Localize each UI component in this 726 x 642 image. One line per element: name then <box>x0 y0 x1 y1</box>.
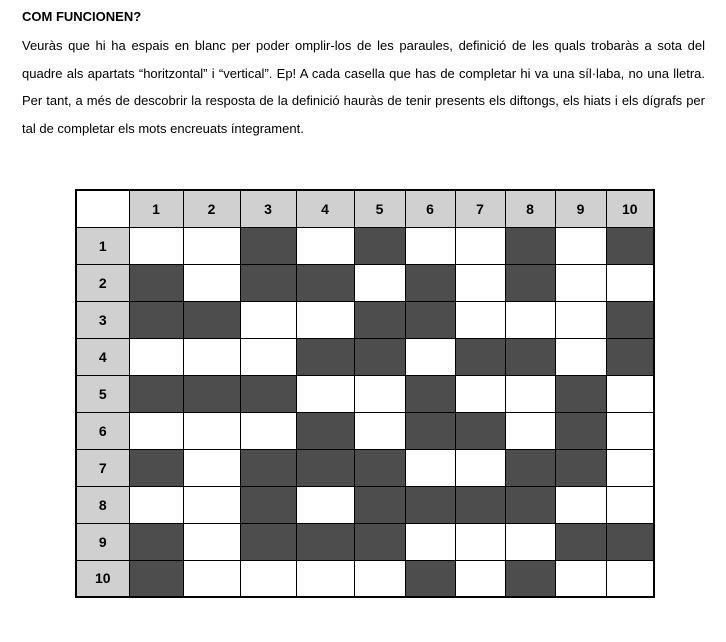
crossword-row <box>76 375 654 412</box>
answer-cell[interactable] <box>505 412 555 449</box>
column-label: 1 <box>129 190 183 227</box>
blocked-cell <box>405 264 455 301</box>
blocked-cell <box>606 227 654 264</box>
answer-cell[interactable] <box>354 264 405 301</box>
blocked-cell <box>354 523 405 560</box>
blocked-cell <box>505 264 555 301</box>
blocked-cell <box>505 227 555 264</box>
answer-cell[interactable] <box>606 412 654 449</box>
answer-cell[interactable] <box>505 375 555 412</box>
blocked-cell <box>405 375 455 412</box>
answer-cell[interactable] <box>183 560 240 597</box>
answer-cell[interactable] <box>455 375 505 412</box>
answer-cell[interactable] <box>240 412 296 449</box>
answer-cell[interactable] <box>183 412 240 449</box>
column-label: 4 <box>296 190 354 227</box>
answer-cell[interactable] <box>354 560 405 597</box>
row-label: 2 <box>76 264 129 301</box>
blocked-cell <box>183 301 240 338</box>
blocked-cell <box>455 486 505 523</box>
answer-cell[interactable] <box>296 301 354 338</box>
answer-cell[interactable] <box>555 301 606 338</box>
answer-cell[interactable] <box>405 338 455 375</box>
answer-cell[interactable] <box>129 486 183 523</box>
column-label: 6 <box>405 190 455 227</box>
row-label: 7 <box>76 449 129 486</box>
answer-cell[interactable] <box>354 375 405 412</box>
blocked-cell <box>240 227 296 264</box>
answer-cell[interactable] <box>129 412 183 449</box>
blocked-cell <box>555 412 606 449</box>
crossword-row <box>76 338 654 375</box>
blocked-cell <box>296 412 354 449</box>
answer-cell[interactable] <box>555 486 606 523</box>
crossword-body <box>76 227 654 597</box>
blocked-cell <box>405 560 455 597</box>
crossword-grid <box>75 189 655 598</box>
answer-cell[interactable] <box>606 264 654 301</box>
answer-cell[interactable] <box>555 338 606 375</box>
blocked-cell <box>129 449 183 486</box>
blocked-cell <box>129 523 183 560</box>
answer-cell[interactable] <box>183 486 240 523</box>
crossword-row <box>76 412 654 449</box>
answer-cell[interactable] <box>555 227 606 264</box>
row-label: 8 <box>76 486 129 523</box>
blocked-cell <box>240 449 296 486</box>
answer-cell[interactable] <box>455 227 505 264</box>
crossword-row <box>76 560 654 597</box>
blocked-cell <box>606 301 654 338</box>
column-label: 3 <box>240 190 296 227</box>
column-label: 9 <box>555 190 606 227</box>
crossword-row <box>76 486 654 523</box>
blocked-cell <box>405 301 455 338</box>
answer-cell[interactable] <box>296 486 354 523</box>
answer-cell[interactable] <box>405 227 455 264</box>
blocked-cell <box>354 486 405 523</box>
answer-cell[interactable] <box>240 338 296 375</box>
answer-cell[interactable] <box>455 449 505 486</box>
answer-cell[interactable] <box>606 560 654 597</box>
blocked-cell <box>354 301 405 338</box>
answer-cell[interactable] <box>455 264 505 301</box>
blocked-cell <box>606 523 654 560</box>
crossword-row <box>76 301 654 338</box>
page-heading: COM FUNCIONEN? <box>22 9 142 24</box>
blocked-cell <box>129 264 183 301</box>
blocked-cell <box>455 412 505 449</box>
answer-cell[interactable] <box>505 523 555 560</box>
blocked-cell <box>555 449 606 486</box>
row-label: 10 <box>76 560 129 597</box>
blocked-cell <box>555 523 606 560</box>
blocked-cell <box>129 301 183 338</box>
answer-cell[interactable] <box>455 560 505 597</box>
column-header-row <box>76 190 654 227</box>
blocked-cell <box>555 375 606 412</box>
answer-cell[interactable] <box>555 264 606 301</box>
blocked-cell <box>296 264 354 301</box>
answer-cell[interactable] <box>455 301 505 338</box>
row-label: 4 <box>76 338 129 375</box>
row-label: 3 <box>76 301 129 338</box>
blocked-cell <box>606 338 654 375</box>
answer-cell[interactable] <box>296 560 354 597</box>
instructions-paragraph: Veuràs que hi ha espais en blanc per poder omplir-los de les paraules, definició de les quals trobaràs a sota del quadre als apartats “horitzontal” i “vertical”. Ep! A cada casella que has de completar hi va una síl·laba, no una lletra. Per tant, a més de descobrir la resposta de la definició hauràs de tenir presents els diftongs, els hiats i els dígrafs per tal de completar els mots encreuats íntegrament. <box>22 38 705 136</box>
answer-cell[interactable] <box>505 301 555 338</box>
answer-cell[interactable] <box>183 523 240 560</box>
crossword-row <box>76 449 654 486</box>
blocked-cell <box>183 375 240 412</box>
blocked-cell <box>354 338 405 375</box>
blocked-cell <box>505 449 555 486</box>
answer-cell[interactable] <box>405 449 455 486</box>
corner-cell <box>76 190 129 227</box>
crossword-row <box>76 264 654 301</box>
column-label: 7 <box>455 190 505 227</box>
column-label: 10 <box>606 190 654 227</box>
blocked-cell <box>354 449 405 486</box>
answer-cell[interactable] <box>183 449 240 486</box>
blocked-cell <box>296 338 354 375</box>
blocked-cell <box>505 560 555 597</box>
blocked-cell <box>405 412 455 449</box>
crossword-row <box>76 523 654 560</box>
row-label: 1 <box>76 227 129 264</box>
answer-cell[interactable] <box>606 486 654 523</box>
blocked-cell <box>405 486 455 523</box>
blocked-cell <box>240 523 296 560</box>
row-label: 6 <box>76 412 129 449</box>
blocked-cell <box>240 375 296 412</box>
answer-cell[interactable] <box>455 523 505 560</box>
blocked-cell <box>455 338 505 375</box>
column-label: 2 <box>183 190 240 227</box>
answer-cell[interactable] <box>405 523 455 560</box>
blocked-cell <box>505 338 555 375</box>
blocked-cell <box>240 264 296 301</box>
answer-cell[interactable] <box>606 449 654 486</box>
answer-cell[interactable] <box>354 412 405 449</box>
answer-cell[interactable] <box>183 338 240 375</box>
answer-cell[interactable] <box>296 227 354 264</box>
blocked-cell <box>129 560 183 597</box>
row-label: 9 <box>76 523 129 560</box>
blocked-cell <box>296 449 354 486</box>
answer-cell[interactable] <box>606 375 654 412</box>
column-label: 8 <box>505 190 555 227</box>
blocked-cell <box>296 523 354 560</box>
answer-cell[interactable] <box>240 301 296 338</box>
row-label: 5 <box>76 375 129 412</box>
blocked-cell <box>505 486 555 523</box>
blocked-cell <box>129 375 183 412</box>
blocked-cell <box>240 486 296 523</box>
answer-cell[interactable] <box>183 227 240 264</box>
column-label: 5 <box>354 190 405 227</box>
answer-cell[interactable] <box>296 375 354 412</box>
answer-cell[interactable] <box>129 338 183 375</box>
blocked-cell <box>354 227 405 264</box>
answer-cell[interactable] <box>555 560 606 597</box>
crossword-row <box>76 227 654 264</box>
answer-cell[interactable] <box>240 560 296 597</box>
answer-cell[interactable] <box>129 227 183 264</box>
answer-cell[interactable] <box>183 264 240 301</box>
